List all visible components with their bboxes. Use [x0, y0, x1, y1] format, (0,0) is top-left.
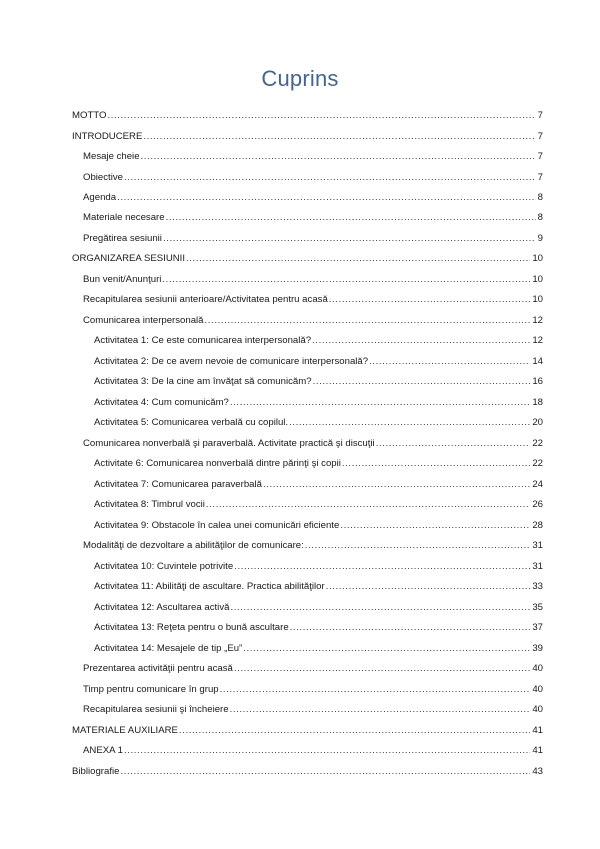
- toc-leader: [326, 581, 531, 593]
- toc-leader: [263, 479, 530, 491]
- toc-entry-page: 41: [532, 725, 543, 736]
- toc-entry-label: MATERIALE AUXILIARE: [72, 725, 178, 736]
- toc-leader: [220, 684, 531, 696]
- toc-entry-label: Timp pentru comunicare în grup: [83, 684, 219, 695]
- toc-entry-label: Pregătirea sesiunii: [83, 233, 162, 244]
- toc-leader: [329, 294, 531, 306]
- toc-entry[interactable]: [94, 499, 543, 511]
- toc-entry[interactable]: [94, 479, 543, 491]
- toc-leader: [312, 335, 530, 347]
- toc-entry[interactable]: [94, 356, 543, 368]
- toc-entry-label: Mesaje cheie: [83, 151, 140, 162]
- toc-leader: [313, 376, 531, 388]
- toc-entry-page: 7: [537, 151, 543, 162]
- toc-entry-page: 8: [537, 212, 543, 223]
- toc-entry[interactable]: [83, 684, 543, 696]
- toc-entry-page: 31: [532, 561, 543, 572]
- toc-entry-page: 10: [532, 274, 543, 285]
- toc-entry-label: Activitatea 11: Abilităţi de ascultare. Practica abilităţilor: [94, 581, 325, 592]
- toc-entry-page: 22: [532, 438, 543, 449]
- toc-entry[interactable]: [72, 131, 543, 143]
- toc-entry[interactable]: [94, 458, 543, 470]
- toc-entry-label: ANEXA 1: [83, 745, 123, 756]
- toc-entry[interactable]: [83, 172, 543, 184]
- toc-entry-page: 7: [537, 110, 543, 121]
- toc-entry-label: Activitatea 7: Comunicarea paraverbală: [94, 479, 262, 490]
- toc-entry[interactable]: [94, 602, 543, 614]
- toc-leader: [340, 520, 530, 532]
- toc-leader: [124, 172, 536, 184]
- toc-entry-label: Activitate 6: Comunicarea nonverbală dintre părinţi şi copii: [94, 458, 341, 469]
- toc-entry[interactable]: [94, 335, 543, 347]
- page-title: Cuprins: [261, 66, 339, 91]
- toc-entry[interactable]: [94, 520, 543, 532]
- toc-entry[interactable]: [94, 581, 543, 593]
- toc-entry-label: Activitatea 10: Cuvintele potrivite: [94, 561, 234, 572]
- toc-entry-page: 28: [532, 520, 543, 531]
- toc-leader: [230, 602, 530, 614]
- toc-entry-label: Comunicarea nonverbală şi paraverbală. Activitate practică şi discuţii: [83, 438, 375, 449]
- toc-entry[interactable]: [83, 151, 543, 163]
- toc-entry-label: Activitatea 12: Ascultarea activă: [94, 602, 230, 613]
- toc-leader: [234, 561, 530, 573]
- toc-entry-label: MOTTO: [72, 110, 107, 121]
- toc-entry-page: 7: [537, 172, 543, 183]
- toc-entry-label: Materiale necesare: [83, 212, 165, 223]
- toc-entry[interactable]: [94, 417, 543, 429]
- toc-entry[interactable]: [72, 725, 543, 737]
- toc-entry-page: 12: [532, 315, 543, 326]
- toc-entry-label: Activitatea 13: Reţeta pentru o bună ascultare: [94, 622, 289, 633]
- toc-entry[interactable]: [72, 253, 543, 265]
- toc-entry[interactable]: [83, 540, 543, 552]
- toc-entry[interactable]: [83, 745, 543, 757]
- toc-entry-page: 14: [532, 356, 543, 367]
- toc-leader: [289, 417, 530, 429]
- toc-entry-page: 43: [532, 766, 543, 777]
- toc-entry[interactable]: [94, 561, 543, 573]
- toc-entry-page: 7: [537, 131, 543, 142]
- toc-entry-page: 12: [532, 335, 543, 346]
- toc-leader: [206, 499, 530, 511]
- toc-entry-page: 24: [532, 479, 543, 490]
- toc-leader: [117, 192, 536, 204]
- toc-entry-page: 22: [532, 458, 543, 469]
- toc-leader: [120, 766, 530, 778]
- toc-leader: [230, 397, 530, 409]
- toc-entry-page: 40: [532, 704, 543, 715]
- toc-entry-label: Activitatea 9: Obstacole în calea unei comunicări eficiente: [94, 520, 340, 531]
- toc-entry-page: 31: [532, 540, 543, 551]
- toc-entry-label: Prezentarea activităţii pentru acasă: [83, 663, 233, 674]
- toc-entry-label: Agenda: [83, 192, 117, 203]
- toc-entry-page: 20: [532, 417, 543, 428]
- toc-entry[interactable]: [83, 294, 543, 306]
- toc-entry-page: 37: [532, 622, 543, 633]
- toc-leader: [179, 725, 530, 737]
- toc-entry-label: Obiective: [83, 172, 123, 183]
- toc-entry-label: Comunicarea interpersonală: [83, 315, 204, 326]
- toc-entry-page: 18: [532, 397, 543, 408]
- toc-leader: [141, 151, 536, 163]
- toc-leader: [186, 253, 530, 265]
- toc-leader: [369, 356, 530, 368]
- toc-leader: [162, 274, 530, 286]
- toc-entry[interactable]: [83, 315, 543, 327]
- toc-leader: [305, 540, 531, 552]
- toc-entry-label: Activitatea 2: De ce avem nevoie de comunicare interpersonală?: [94, 356, 369, 367]
- toc-entry-page: 9: [537, 233, 543, 244]
- toc-entry-label: Activitatea 3: De la cine am învăţat să comunicăm?: [94, 376, 312, 387]
- toc-entry-page: 16: [532, 376, 543, 387]
- toc-leader: [205, 315, 531, 327]
- toc-leader: [342, 458, 530, 470]
- toc-entry-page: 41: [532, 745, 543, 756]
- toc-entry[interactable]: [83, 704, 543, 716]
- toc-entry[interactable]: [83, 663, 543, 675]
- toc-entry[interactable]: [83, 438, 543, 450]
- toc-leader: [143, 131, 535, 143]
- toc-entry-label: Activitatea 1: Ce este comunicarea interpersonală?: [94, 335, 312, 346]
- toc-leader: [166, 212, 536, 224]
- toc-entry[interactable]: [94, 397, 543, 409]
- toc-leader: [230, 704, 531, 716]
- toc-entry[interactable]: [72, 110, 543, 122]
- toc-entry[interactable]: [83, 274, 543, 286]
- toc-leader: [107, 110, 535, 122]
- toc-leader: [290, 622, 531, 634]
- toc-entry-label: Activitatea 5: Comunicarea verbală cu copilul.: [94, 417, 289, 428]
- toc-leader: [163, 233, 536, 245]
- toc-entry-page: 40: [532, 684, 543, 695]
- toc-entry[interactable]: [83, 233, 543, 245]
- toc-entry-label: Activitatea 14: Mesajele de tip „Eu”: [94, 643, 243, 654]
- toc-entry-label: Bun venit/Anunţuri: [83, 274, 162, 285]
- toc-entry-page: 39: [532, 643, 543, 654]
- toc-entry-page: 40: [532, 663, 543, 674]
- toc-entry-page: 33: [532, 581, 543, 592]
- toc-entry-label: Recapitularea sesiunii anterioare/Activitatea pentru acasă: [83, 294, 328, 305]
- toc-entry-page: 10: [532, 253, 543, 264]
- toc-entry[interactable]: [83, 192, 543, 204]
- toc-entry[interactable]: [72, 766, 543, 778]
- toc-entry[interactable]: [94, 622, 543, 634]
- toc-leader: [234, 663, 530, 675]
- toc-entry[interactable]: [83, 212, 543, 224]
- toc-entry-label: Activitatea 8: Timbrul vocii: [94, 499, 205, 510]
- toc-entry-page: 10: [532, 294, 543, 305]
- toc-leader: [376, 438, 531, 450]
- toc-entry-label: Bibliografie: [72, 766, 120, 777]
- toc-entry-label: Activitatea 4: Cum comunicăm?: [94, 397, 229, 408]
- toc-entry-label: Modalităţi de dezvoltare a abilităţilor de comunicare:: [83, 540, 304, 551]
- toc-entry-label: INTRODUCERE: [72, 131, 143, 142]
- toc-entry-label: ORGANIZAREA SESIUNII: [72, 253, 186, 264]
- toc-leader: [243, 643, 530, 655]
- toc-leader: [124, 745, 530, 757]
- toc-entry-page: 35: [532, 602, 543, 613]
- toc-entry-page: 8: [537, 192, 543, 203]
- toc-entry-page: 26: [532, 499, 543, 510]
- toc-entry[interactable]: [94, 643, 543, 655]
- toc-entry-label: Recapitularea sesiunii şi încheiere: [83, 704, 229, 715]
- toc-entry[interactable]: [94, 376, 543, 388]
